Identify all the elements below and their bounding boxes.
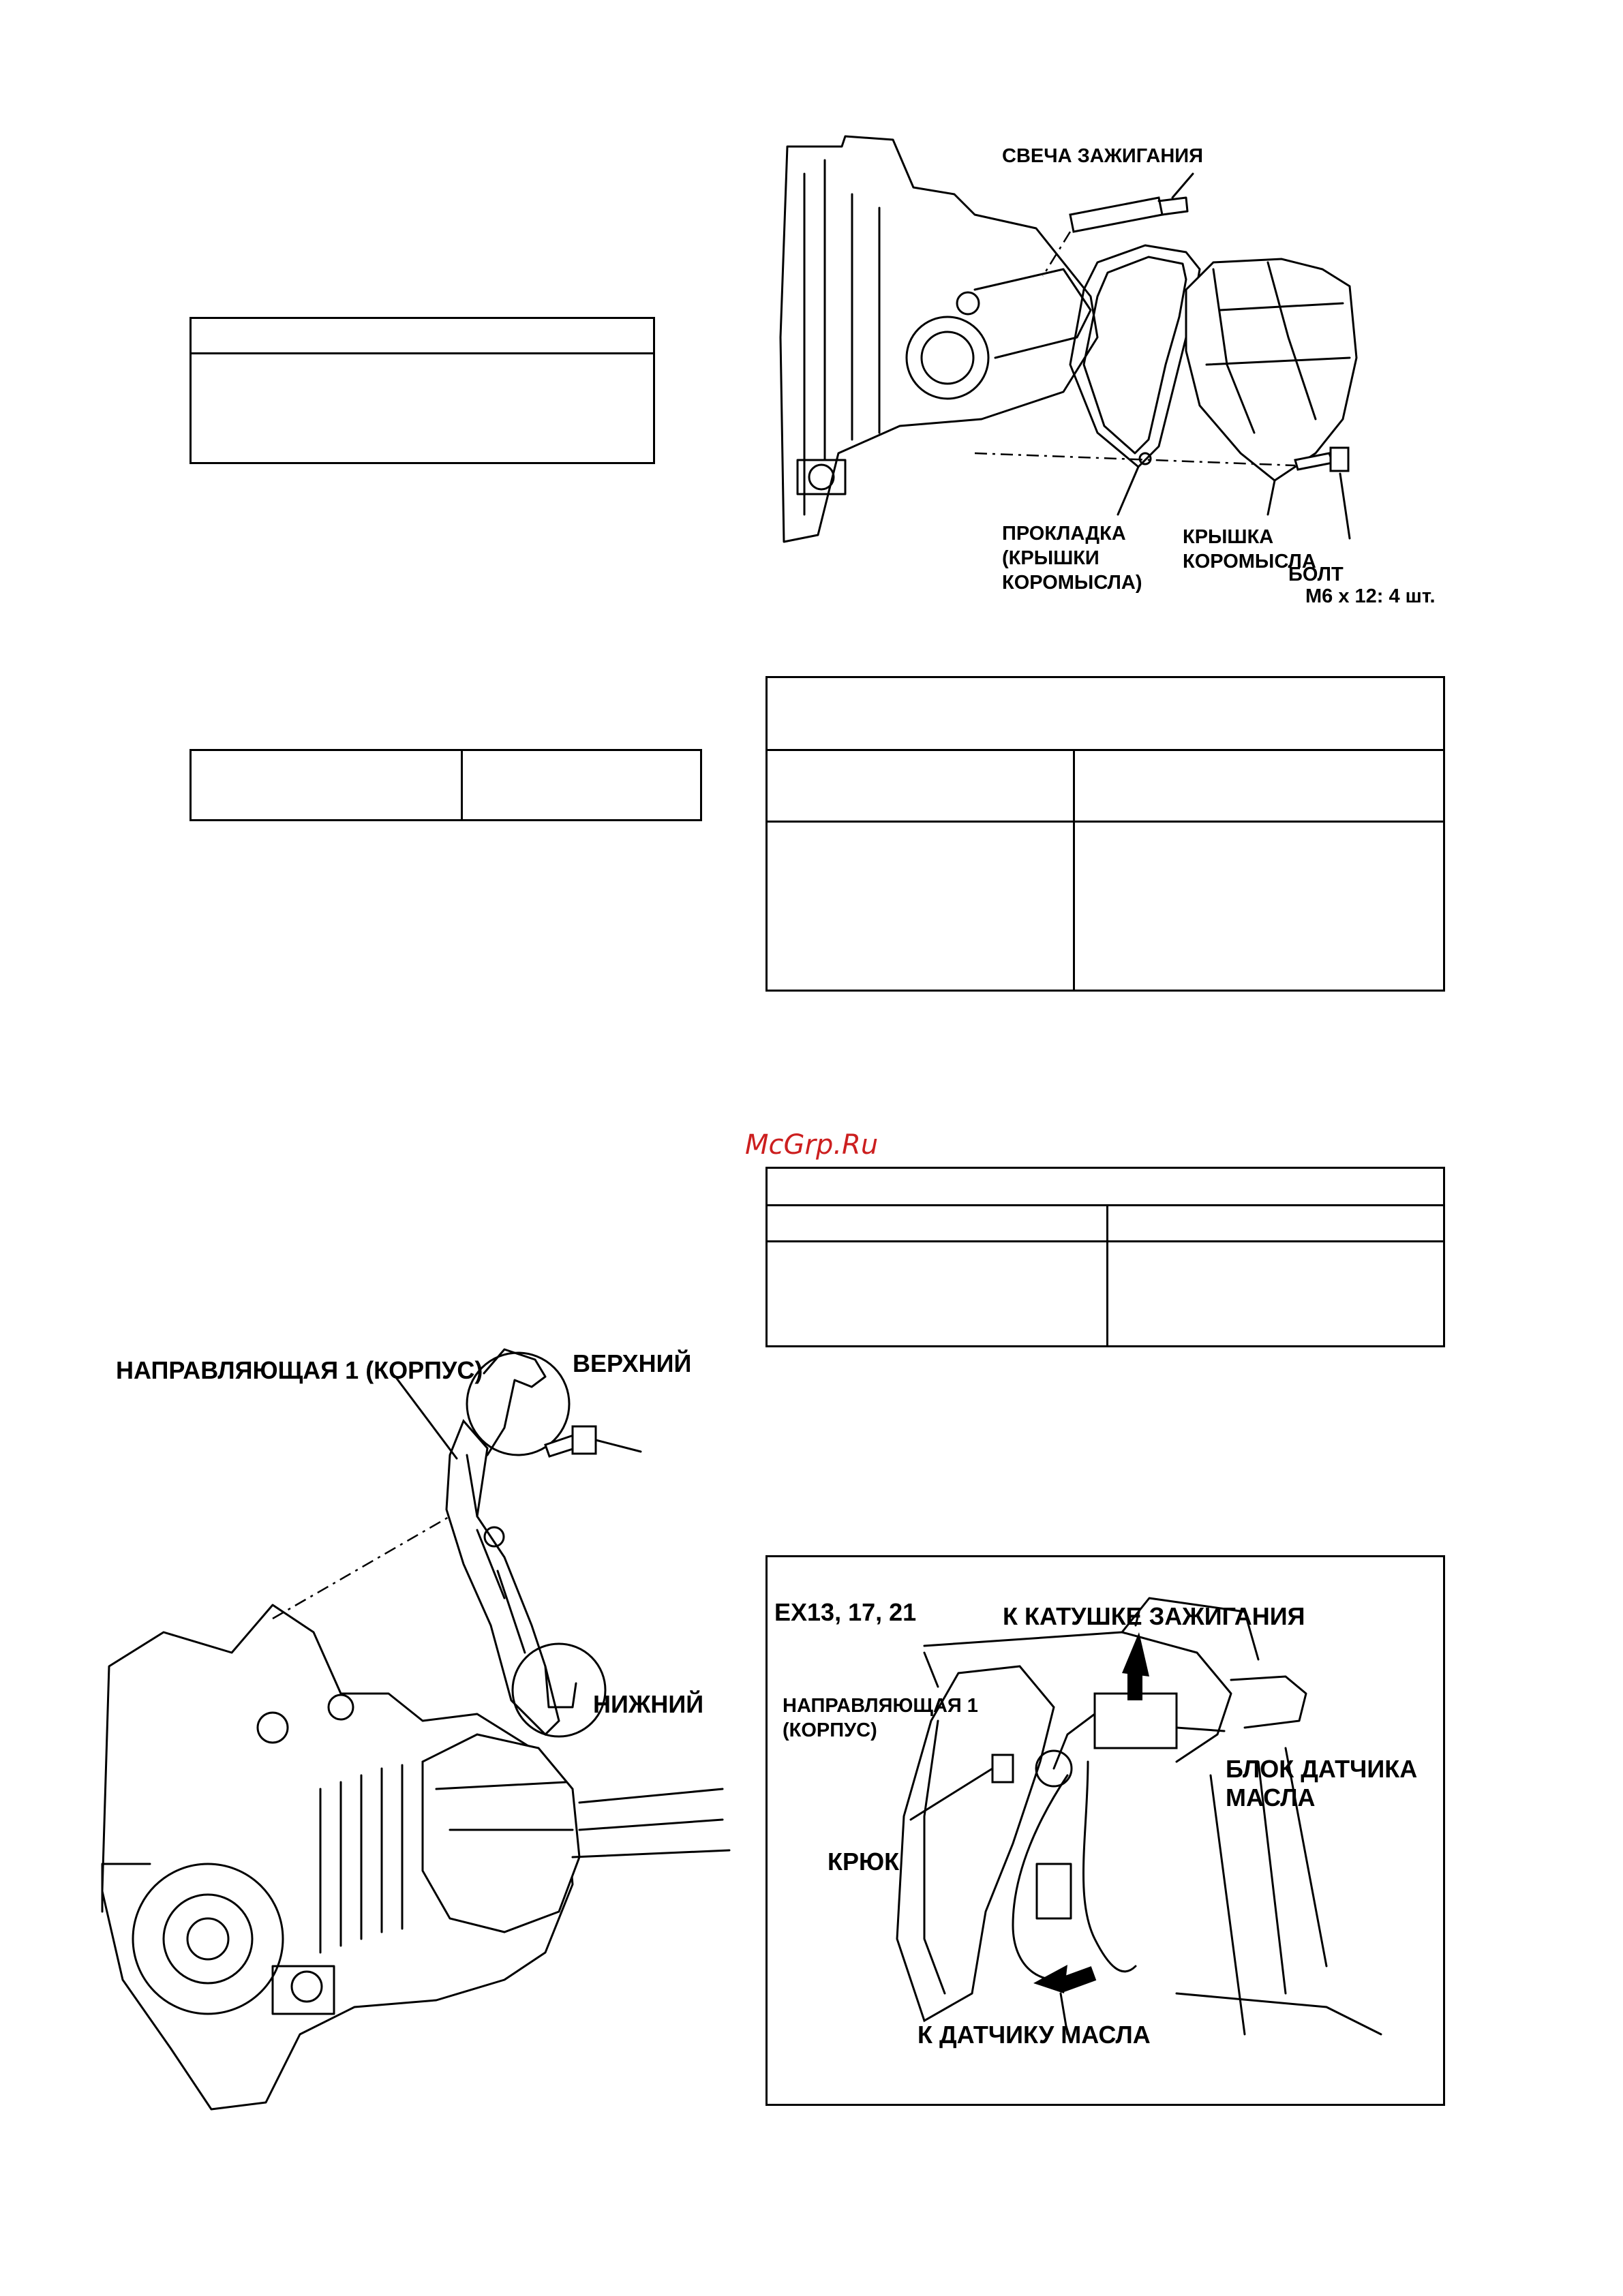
figure-guide	[95, 1312, 736, 2160]
table-2	[189, 749, 702, 821]
table-1-divider	[192, 352, 653, 354]
label-gasket: ПРОКЛАДКА (КРЫШКИ КОРОМЫСЛА)	[1002, 523, 1142, 594]
label-to-oil-sensor: К ДАТЧИКУ МАСЛА	[917, 2021, 1151, 2049]
table-4-vdiv	[1106, 1204, 1108, 1345]
label-bolt: БОЛТ	[1288, 564, 1344, 585]
figure-rocker-cover	[777, 133, 1445, 624]
watermark: McGrp.Ru	[745, 1129, 879, 1161]
table-3-hdiv-2	[768, 821, 1443, 823]
label-upper: ВЕРХНИЙ	[573, 1349, 692, 1377]
table-1	[189, 317, 655, 464]
table-4-hdiv-2	[768, 1240, 1443, 1242]
label-rocker-cover: КРЫШКА КОРОМЫСЛА	[1183, 526, 1316, 572]
label-hook: КРЮК	[828, 1848, 900, 1876]
label-guide: НАПРАВЛЯЮЩАЯ 1 (КОРПУС)	[116, 1356, 483, 1384]
label-guide-small: НАПРАВЛЯЮЩАЯ 1 (КОРПУС)	[783, 1695, 978, 1741]
guide-drawing	[95, 1312, 736, 2160]
table-4	[765, 1167, 1445, 1347]
label-oil-sensor-unit: БЛОК ДАТЧИКА МАСЛА	[1226, 1755, 1418, 1811]
figure-oil-sensor	[765, 1555, 1445, 2106]
table-4-hdiv-1	[768, 1204, 1443, 1206]
label-bolt-spec: M6 x 12: 4 шт.	[1305, 585, 1436, 607]
label-to-ignition-coil: К КАТУШКЕ ЗАЖИГАНИЯ	[1003, 1602, 1305, 1630]
label-lower: НИЖНИЙ	[593, 1690, 704, 1718]
table-3	[765, 676, 1445, 992]
table-3-hdiv-1	[768, 749, 1443, 751]
table-2-divider	[461, 751, 463, 819]
label-models: EX13, 17, 21	[774, 1598, 917, 1626]
table-3-vdiv	[1073, 749, 1075, 990]
label-spark-plug: СВЕЧА ЗАЖИГАНИЯ	[1002, 145, 1203, 167]
